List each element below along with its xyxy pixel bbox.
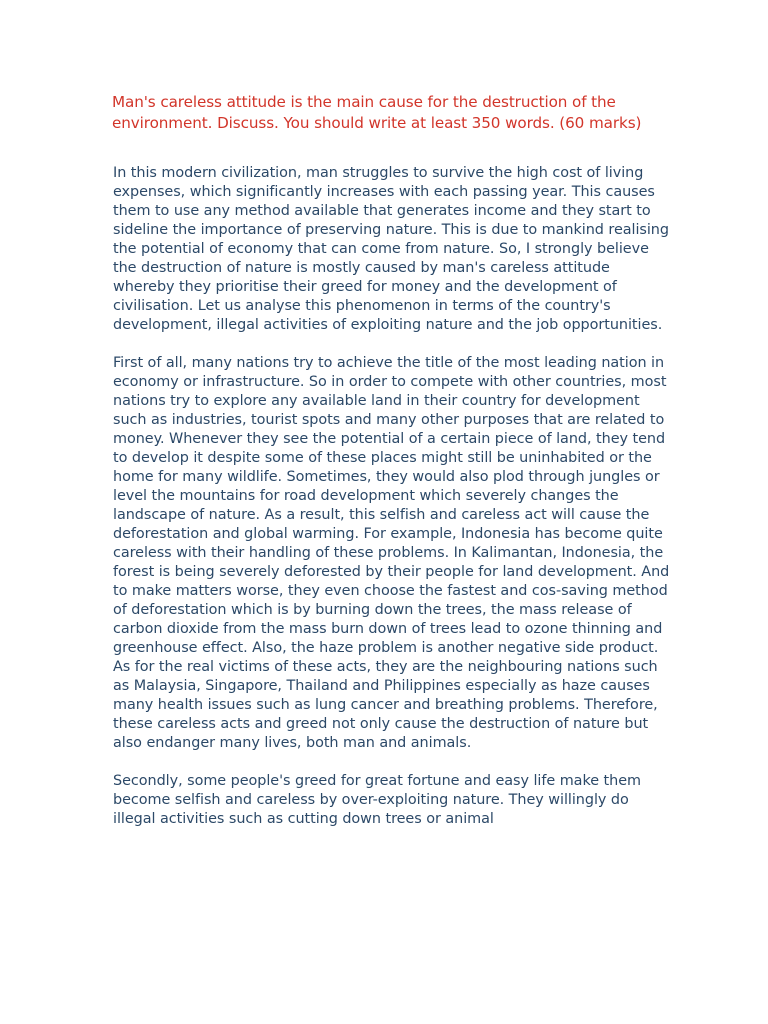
essay-body bbox=[113, 164, 673, 848]
essay-question: Man's careless attitude is the main cause for the destruction of the environment. Discuss. You should write at least 350 words. (60 marks) bbox=[112, 93, 642, 132]
essay-paragraph-introduction: In this modern civilization, man struggles to survive the high cost of living expenses, which significantly increases with each passing year. This causes them to use any method available that generates income and they start to sideline the importance of preserving nature. This is due to mankind realising the potential of economy that can come from nature. So, I strongly believe the destruction of nature is mostly caused by man's careless attitude whereby they prioritise their greed for money and the development of civilisation. Let us analyse this phenomenon in terms of the country's development, illegal activities of exploiting nature and the job opportunities. bbox=[113, 165, 669, 333]
essay-paragraph-second-point: Secondly, some people's greed for great fortune and easy life make them become selfish and careless by over-exploiting nature. They willingly do illegal activities such as cutting down trees or animal bbox=[113, 773, 641, 827]
essay-paragraph-first-point: First of all, many nations try to achieve the title of the most leading nation in economy or infrastructure. So in order to compete with other countries, most nations try to explore any available land in their country for development such as industries, tourist spots and many other purposes that are related to money. Whenever they see the potential of a certain piece of land, they tend to develop it despite some of these places might still be uninhabited or the home for many wildlife. Sometimes, they would also plod through jungles or level the mountains for road development which severely changes the landscape of nature. As a result, this selfish and careless act will cause the deforestation and global warming. For example, Indonesia has become quite careless with their handling of these problems. In Kalimantan, Indonesia, the forest is being severely deforested by their people for land development. And to make matters worse, they even choose the fastest and cos-saving method of deforestation which is by burning down the trees, the mass release of carbon dioxide from the mass burn down of trees lead to ozone thinning and greenhouse effect. Also, the haze problem is another negative side product. As for the real victims of these acts, they are the neighbouring nations such as Malaysia, Singapore, Thailand and Philippines especially as haze causes many health issues such as lung cancer and breathing problems. Therefore, these careless acts and greed not only cause the destruction of nature but also endanger many lives, both man and animals. bbox=[113, 355, 670, 751]
